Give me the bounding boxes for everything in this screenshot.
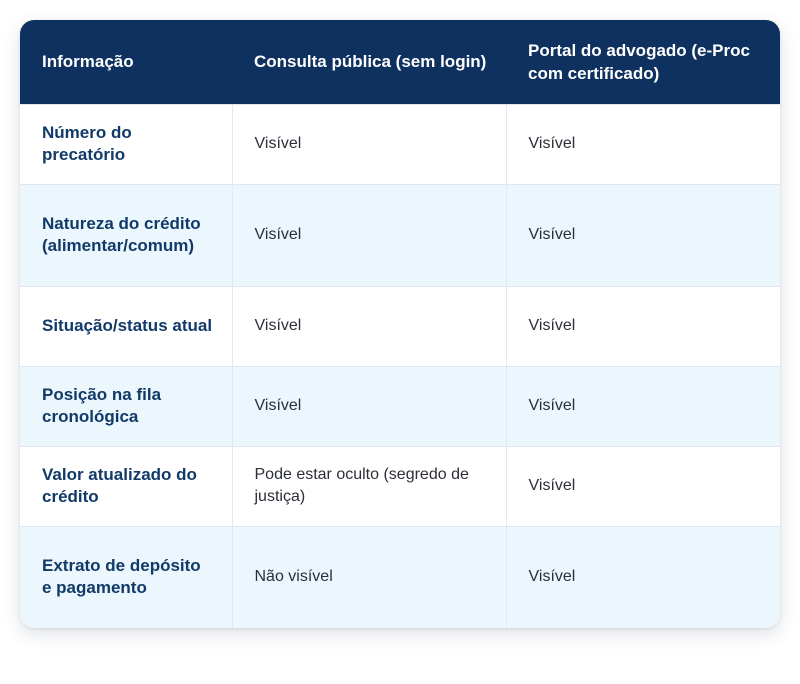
cell-consulta-publica: Não visível	[232, 526, 506, 628]
table-row	[20, 446, 780, 526]
cell-consulta-publica: Pode estar oculto (segredo de justiça)	[232, 446, 506, 526]
header-row	[20, 20, 780, 104]
row-label: Valor atualizado do crédito	[20, 446, 232, 526]
row-label: Natureza do crédito (alimentar/comum)	[20, 184, 232, 286]
table-row	[20, 526, 780, 628]
row-label: Extrato de depósito e pagamento	[20, 526, 232, 628]
cell-portal-advogado: Visível	[506, 446, 780, 526]
cell-portal-advogado: Visível	[506, 184, 780, 286]
comparison-table-card	[20, 20, 780, 628]
row-label: Número do precatório	[20, 104, 232, 184]
header-portal-advogado: Portal do advogado (e-Proc com certificado)	[528, 40, 750, 83]
table-row	[20, 104, 780, 184]
table-row	[20, 366, 780, 446]
row-label: Situação/status atual	[20, 286, 232, 366]
comparison-table	[20, 20, 780, 628]
cell-consulta-publica: Visível	[232, 184, 506, 286]
cell-consulta-publica: Visível	[232, 286, 506, 366]
header-consulta-publica: Consulta pública (sem login)	[254, 52, 487, 72]
table-header	[20, 20, 780, 104]
cell-portal-advogado: Visível	[506, 286, 780, 366]
cell-portal-advogado: Visível	[506, 526, 780, 628]
row-label: Posição na fila cronológica	[20, 366, 232, 446]
cell-consulta-publica: Visível	[232, 366, 506, 446]
header-informacao: Informação	[42, 52, 134, 72]
table-row	[20, 184, 780, 286]
table-row	[20, 286, 780, 366]
table-body	[20, 104, 780, 628]
cell-consulta-publica: Visível	[232, 104, 506, 184]
cell-portal-advogado: Visível	[506, 366, 780, 446]
cell-portal-advogado: Visível	[506, 104, 780, 184]
